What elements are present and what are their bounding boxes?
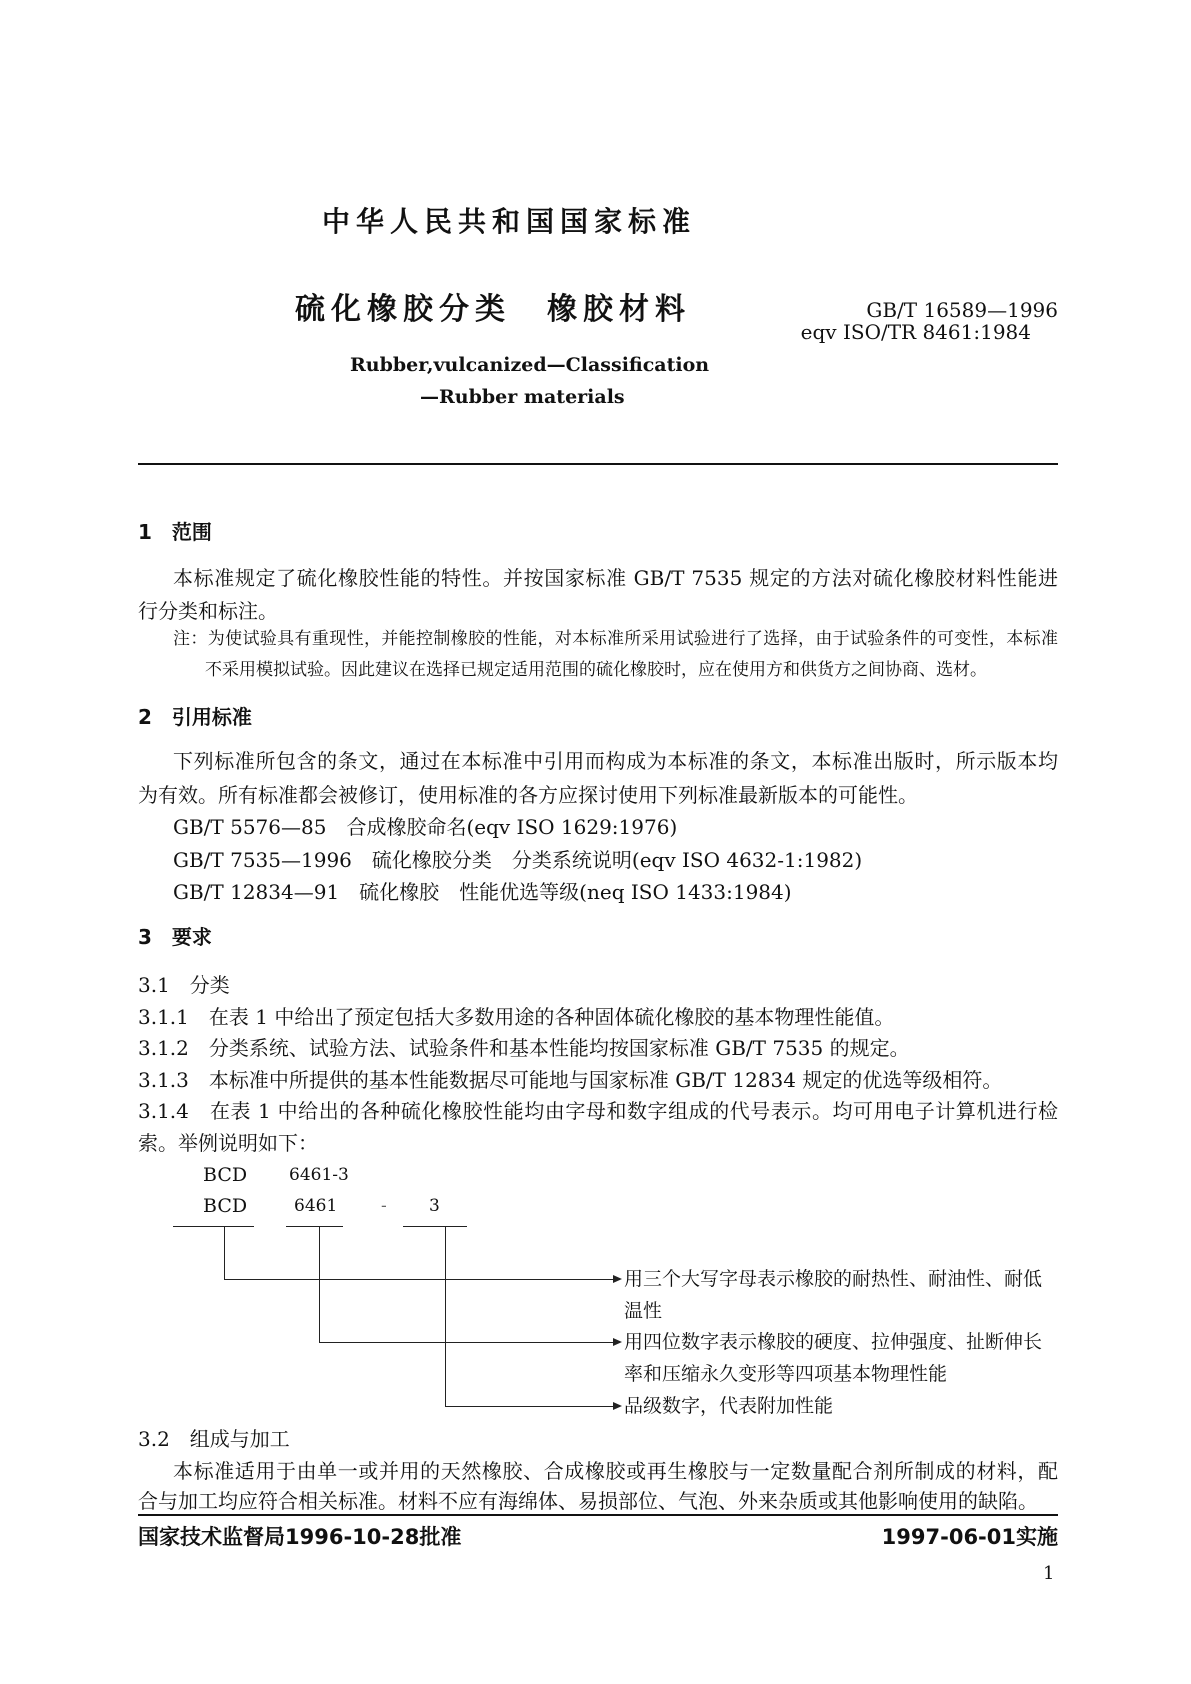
reference-item: GB/T 5576—85 合成橡胶命名(eqv ISO 1629:1976) — [173, 815, 678, 839]
implementation-date: 1997-06-01实施 — [881, 1525, 1058, 1549]
section-2-heading: 2 引用标准 — [138, 705, 252, 729]
national-standard-heading: 中华人民共和国国家标准 — [322, 205, 697, 238]
arrow-icon — [319, 1342, 620, 1343]
document-title-cn: 硫化橡胶分类 橡胶材料 — [295, 292, 691, 327]
section-1-note: 注：为使试验具有重现性，并能控制橡胶的性能，对本标准所采用试验进行了选择，由于试验条件的可变性，本标准 — [173, 629, 1058, 649]
grade-description: 品级数字，代表附加性能 — [624, 1395, 834, 1417]
section-3-2-text: 合与加工均应符合相关标准。材料不应有海绵体、易损部位、气泡、外来杂质或其他影响使用的缺陷。 — [138, 1489, 1038, 1513]
connector-line — [445, 1226, 446, 1406]
example-digits: 6461 — [294, 1196, 338, 1216]
arrow-icon — [224, 1279, 620, 1280]
connector-line — [224, 1226, 225, 1279]
connector-line — [319, 1226, 320, 1342]
footer-rule — [138, 1514, 1058, 1516]
clause-3-1-2: 3.1.2 分类系统、试验方法、试验条件和基本性能均按国家标准 GB/T 7535 的规定。 — [138, 1036, 910, 1060]
example-letters: BCD — [203, 1195, 248, 1217]
digits-description: 率和压缩永久变形等四项基本物理性能 — [624, 1363, 948, 1385]
example-letters: BCD — [203, 1164, 248, 1186]
section-1-note: 不采用模拟试验。因此建议在选择已规定适用范围的硫化橡胶时，应在使用方和供货方之间协商、选材。 — [205, 660, 987, 680]
example-digits: 6461-3 — [289, 1165, 349, 1185]
digits-description: 用四位数字表示橡胶的硬度、拉伸强度、扯断伸长 — [624, 1331, 1043, 1353]
section-3-2-text: 本标准适用于由单一或并用的天然橡胶、合成橡胶或再生橡胶与一定数量配合剂所制成的材料，配 — [173, 1459, 1058, 1483]
underline — [173, 1226, 254, 1227]
example-dash: - — [381, 1196, 387, 1216]
reference-item: GB/T 12834—91 硫化橡胶 性能优选等级(neq ISO 1433:1984) — [173, 880, 792, 904]
clause-3-1-4: 索。举例说明如下： — [138, 1131, 318, 1155]
section-3-2-heading: 3.2 组成与加工 — [138, 1427, 290, 1451]
page-number: 1 — [1043, 1563, 1055, 1584]
reference-item: GB/T 7535—1996 硫化橡胶分类 分类系统说明(eqv ISO 4632-1:1982) — [173, 848, 863, 872]
underline — [403, 1226, 467, 1227]
section-1-text: 行分类和标注。 — [138, 599, 278, 623]
underline — [286, 1226, 343, 1227]
section-1-heading: 1 范围 — [138, 520, 212, 544]
standard-code: GB/T 16589—1996 — [866, 298, 1058, 322]
section-3-1-heading: 3.1 分类 — [138, 973, 230, 997]
section-1-text: 本标准规定了硫化橡胶性能的特性。并按国家标准 GB/T 7535 规定的方法对硫化橡胶材料性能进 — [173, 566, 1058, 590]
approval-info: 国家技术监督局1996-10-28批准 — [138, 1525, 462, 1549]
letters-description: 温性 — [624, 1300, 663, 1322]
clause-3-1-3: 3.1.3 本标准中所提供的基本性能数据尽可能地与国家标准 GB/T 12834 规定的优选等级相符。 — [138, 1068, 1003, 1092]
standard-equivalence: eqv ISO/TR 8461:1984 — [800, 320, 1031, 344]
letters-description: 用三个大写字母表示橡胶的耐热性、耐油性、耐低 — [624, 1268, 1043, 1290]
document-title-en-1: Rubber,vulcanized—Classification — [350, 354, 710, 376]
clause-3-1-4: 3.1.4 在表 1 中给出的各种硫化橡胶性能均由字母和数字组成的代号表示。均可用电子计算机进行检 — [138, 1099, 1058, 1123]
section-3-heading: 3 要求 — [138, 925, 212, 949]
example-grade: 3 — [429, 1196, 440, 1216]
arrow-icon — [445, 1406, 620, 1407]
header-rule — [138, 463, 1058, 465]
section-2-text: 为有效。所有标准都会被修订，使用标准的各方应探讨使用下列标准最新版本的可能性。 — [138, 783, 918, 807]
section-2-text: 下列标准所包含的条文，通过在本标准中引用而构成为本标准的条文，本标准出版时，所示版本均 — [173, 749, 1058, 773]
clause-3-1-1: 3.1.1 在表 1 中给出了预定包括大多数用途的各种固体硫化橡胶的基本物理性能值。 — [138, 1005, 895, 1029]
document-title-en-2: —Rubber materials — [420, 386, 625, 408]
